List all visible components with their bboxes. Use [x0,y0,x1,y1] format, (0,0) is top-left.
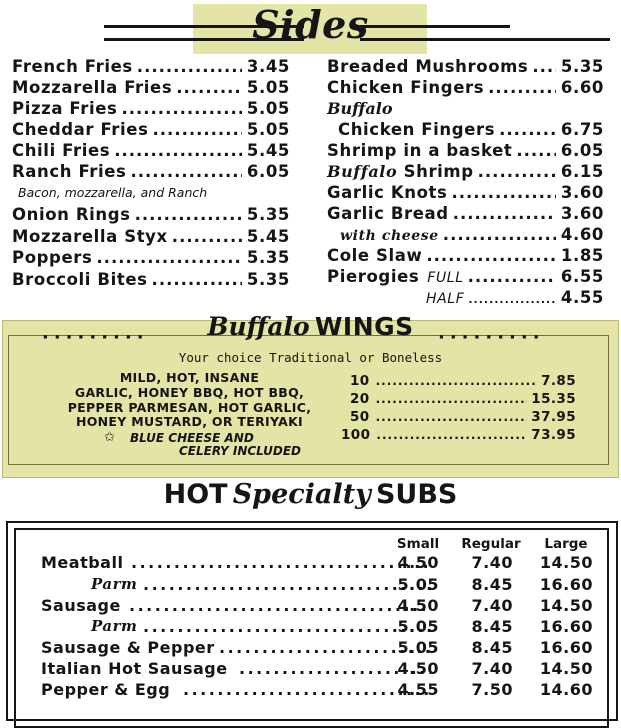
item-price: 6.55 [560,267,604,286]
side-item [426,288,604,309]
wing-qty: 10 [350,373,370,389]
item-name: Chili Fries [12,141,111,160]
leader-dots [499,120,556,139]
leader-dots [152,270,242,289]
leader-dots [135,205,242,224]
item-price: 3.45 [246,57,290,76]
item-price: 6.15 [560,162,604,181]
leader-dots [451,183,555,202]
sub-name: Parm [91,617,138,635]
item-name: Broccoli Bites [12,270,148,289]
leader-dots [488,78,556,97]
item-price: 5.35 [246,205,290,224]
item-price: 5.35 [560,57,604,76]
price-large: 16.60 [539,575,593,594]
subs-title-subs: SUBS [375,479,458,510]
leader-dots [153,120,242,139]
side-item [327,78,604,99]
wing-flavor-line: GARLIC, HONEY BBQ, HOT BBQ, [74,385,305,400]
sub-name: Pepper & Egg [41,680,171,699]
shrimp-word: Shrimp [403,162,474,181]
item-name: Pizza Fries [12,99,118,118]
item-price: 6.60 [560,78,604,97]
sub-row [41,553,601,573]
side-item [327,267,604,288]
wing-price-row [341,409,576,425]
price-small: 5.05 [397,638,439,657]
item-price: 1.85 [560,246,604,265]
item-name: Poppers [12,248,93,267]
wing-price-row [341,391,576,407]
sub-name: Sausage [41,596,121,615]
sub-row [41,596,601,616]
price-large: 16.60 [539,617,593,636]
side-item [327,162,604,183]
item-price: 5.05 [246,120,290,139]
item-name: Cole Slaw [327,246,423,265]
sub-name: Sausage & Pepper [41,638,215,657]
item-name: Onion Rings [12,205,131,224]
subs-title-specialty: Specialty [232,479,371,510]
sub-name: Parm [91,575,138,593]
leader-dots [130,162,241,181]
leader-dots [376,392,528,406]
item-name: French Fries [12,57,133,76]
wing-price: 15.35 [531,391,576,407]
item-name: Shrimp in a basket [327,141,513,160]
leader-dots [376,428,527,442]
price-regular: 7.40 [471,596,513,615]
wing-qty: 100 [341,427,371,443]
side-item [12,120,290,141]
item-price: 5.05 [246,78,290,97]
side-item [327,204,604,225]
size-label: HALF [426,291,465,307]
item-name [327,162,474,181]
size-label: FULL [427,270,464,286]
item-name: Chicken Fingers [338,120,496,139]
price-large: 16.60 [539,638,593,657]
price-large: 14.50 [539,596,593,615]
wings-title-script: Buffalo [207,312,310,341]
wing-price: 7.85 [541,373,576,389]
leader-dots [121,99,241,118]
column-header-large: Large [544,536,588,552]
wing-flavor-line: HONEY MUSTARD, OR TERIYAKI [75,414,304,429]
item-name: Pierogies [327,267,420,286]
buffalo-label: Buffalo [327,99,393,118]
sub-name: Italian Hot Sausage [41,659,228,678]
item-price: 5.35 [246,248,290,267]
sub-row [41,680,601,700]
side-item [327,141,604,162]
side-item [327,183,604,204]
item-price: 5.05 [246,99,290,118]
leader-dots [376,374,537,388]
item-price: 4.55 [560,288,604,307]
sides-title: Sides [252,2,369,47]
side-item [12,141,290,162]
price-regular: 8.45 [471,638,513,657]
side-item [340,225,604,246]
item-price: 6.75 [560,120,604,139]
side-item [12,99,290,120]
price-regular: 8.45 [471,617,513,636]
price-small: 4.55 [397,680,439,699]
item-name: Breaded Mushrooms [327,57,529,76]
price-small: 5.05 [397,617,439,636]
side-item [327,246,604,267]
leader-dots [96,248,241,267]
price-large: 14.50 [539,659,593,678]
leader-dots [516,141,556,160]
leader-dots [453,204,556,223]
item-price: 3.60 [560,183,604,202]
leader-dots [114,141,242,160]
leader-dots [478,162,556,181]
item-price: 3.60 [560,204,604,223]
subs-title-hot: HOT [163,479,228,510]
wings-title [0,312,621,341]
leader-dots [426,246,556,265]
item-price: 5.45 [246,227,290,246]
side-item [12,78,290,99]
wing-price-row [341,373,576,389]
price-small: 4.50 [397,659,439,678]
leader-dots [137,57,242,76]
wing-qty: 50 [350,409,370,425]
wings-dots-right: ········· [438,327,545,348]
item-name: Chicken Fingers [327,78,485,97]
item-price: 5.35 [246,270,290,289]
price-small: 5.05 [397,575,439,594]
item-name: Garlic Bread [327,204,449,223]
column-header-small: Small [396,536,440,552]
sub-row [41,638,601,658]
side-item [327,57,604,78]
price-regular: 7.40 [471,553,513,572]
sub-row [41,617,601,637]
column-header-regular: Regular [461,536,521,552]
price-regular: 8.45 [471,575,513,594]
wing-flavor-line: MILD, HOT, INSANE [119,370,260,385]
item-name: with cheese [340,228,439,244]
leader-dots [443,225,556,244]
side-item [12,227,290,248]
item-name: Mozzarella Styx [12,227,168,246]
sub-row [41,659,601,679]
ranch-note: Bacon, mozzarella, and Ranch [18,185,208,200]
item-name: Ranch Fries [12,162,127,181]
side-item [338,120,604,141]
side-item [12,248,290,269]
blue-cheese-line2: CELERY INCLUDED [179,444,302,458]
wing-price: 37.95 [531,409,576,425]
blue-cheese-line1: BLUE CHEESE AND [130,431,254,445]
price-small: 4.50 [397,596,439,615]
wings-title-bold: WINGS [314,312,414,341]
side-item [12,162,290,183]
leader-dots [376,410,528,424]
wing-price: 73.95 [531,427,576,443]
subs-title [0,479,621,510]
leader-dots [532,57,556,76]
wing-price-row [341,427,576,443]
leader-dots [176,78,242,97]
price-large: 14.60 [539,680,593,699]
wing-flavor-line: PEPPER PARMESAN, HOT GARLIC, [67,400,312,415]
item-price: 6.05 [246,162,290,181]
leader-dots [468,267,556,286]
leader-dots [468,293,556,306]
item-price: 5.45 [246,141,290,160]
star-icon: ✩ [104,430,115,445]
sub-row [41,575,601,595]
item-name: Mozzarella Fries [12,78,173,97]
item-name: Cheddar Fries [12,120,149,139]
price-small: 4.50 [397,553,439,572]
wing-qty: 20 [350,391,370,407]
wings-dots-left: ········· [42,327,149,348]
price-regular: 7.50 [471,680,513,699]
buffalo-word: Buffalo [327,162,398,181]
side-item [12,57,290,78]
item-price: 6.05 [560,141,604,160]
side-item [12,270,290,291]
side-item [12,205,290,226]
item-price: 4.60 [560,225,604,244]
sub-name: Meatball [41,553,124,572]
price-large: 14.50 [539,553,593,572]
leader-dots [172,227,242,246]
item-name: Garlic Knots [327,183,448,202]
wings-choice-note: Your choice Traditional or Boneless [178,350,443,365]
price-regular: 7.40 [471,659,513,678]
